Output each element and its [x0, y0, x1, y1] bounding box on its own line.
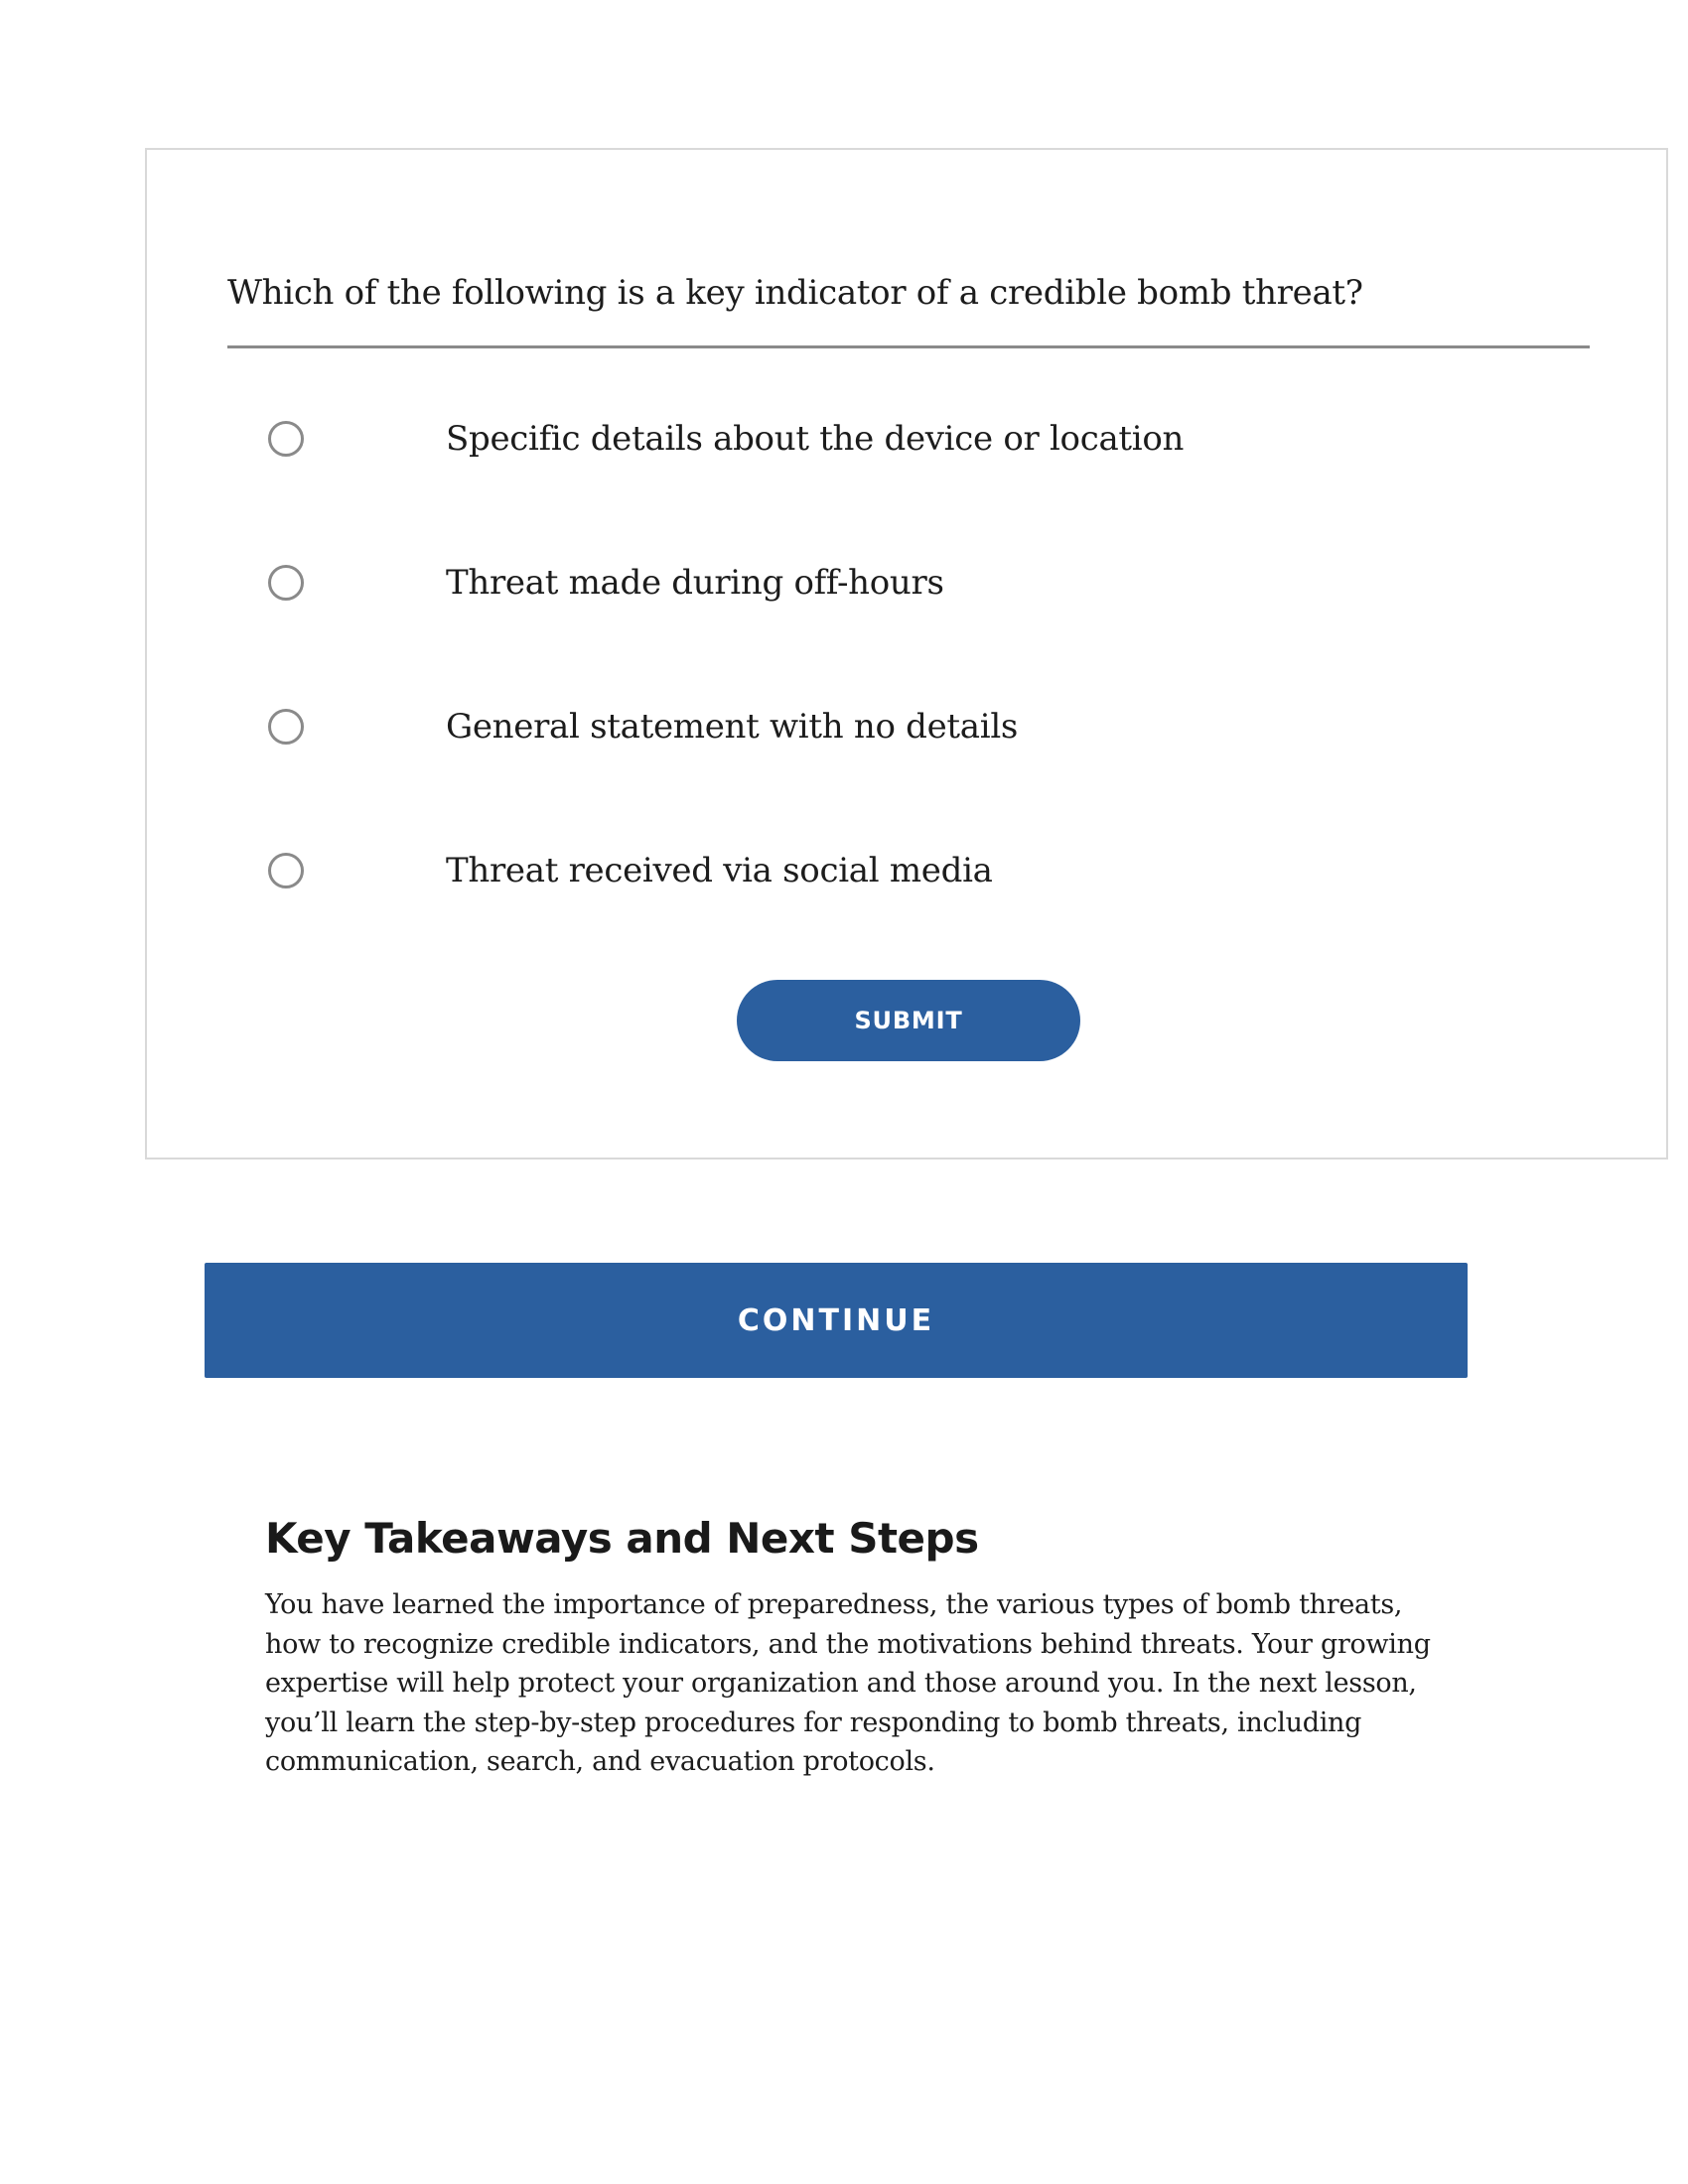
radio-button[interactable]	[268, 709, 304, 745]
submit-button[interactable]: SUBMIT	[737, 980, 1080, 1061]
quiz-option-off-hours[interactable]	[227, 547, 1590, 626]
radio-button[interactable]	[268, 421, 304, 457]
option-label: Threat received via social media	[446, 851, 993, 890]
option-label: Specific details about the device or location	[446, 419, 1185, 459]
section-heading: Key Takeaways and Next Steps	[265, 1514, 979, 1563]
body-line: you’ll learn the step-by-step procedures for responding to bomb threats, including	[265, 1706, 1362, 1738]
section-body	[265, 1585, 1431, 1782]
radio-button[interactable]	[268, 565, 304, 601]
option-label: General statement with no details	[446, 707, 1019, 747]
body-line: expertise will help protect your organization and those around you. In the next lesson,	[265, 1668, 1417, 1699]
quiz-option-specific-details[interactable]	[227, 403, 1590, 482]
radio-button[interactable]	[268, 853, 304, 888]
body-line: You have learned the importance of preparedness, the various types of bomb threats,	[265, 1589, 1403, 1620]
option-label: Threat made during off-hours	[446, 563, 944, 603]
body-line: communication, search, and evacuation protocols.	[265, 1746, 935, 1777]
continue-button[interactable]: CONTINUE	[205, 1263, 1468, 1378]
body-line: how to recognize credible indicators, and the motivations behind threats. Your growing	[265, 1628, 1431, 1660]
quiz-card	[145, 148, 1668, 1160]
quiz-option-social-media[interactable]	[227, 835, 1590, 914]
question-divider	[227, 345, 1590, 348]
quiz-option-general-statement[interactable]	[227, 691, 1590, 770]
quiz-question: Which of the following is a key indicator of a credible bomb threat?	[227, 273, 1363, 313]
